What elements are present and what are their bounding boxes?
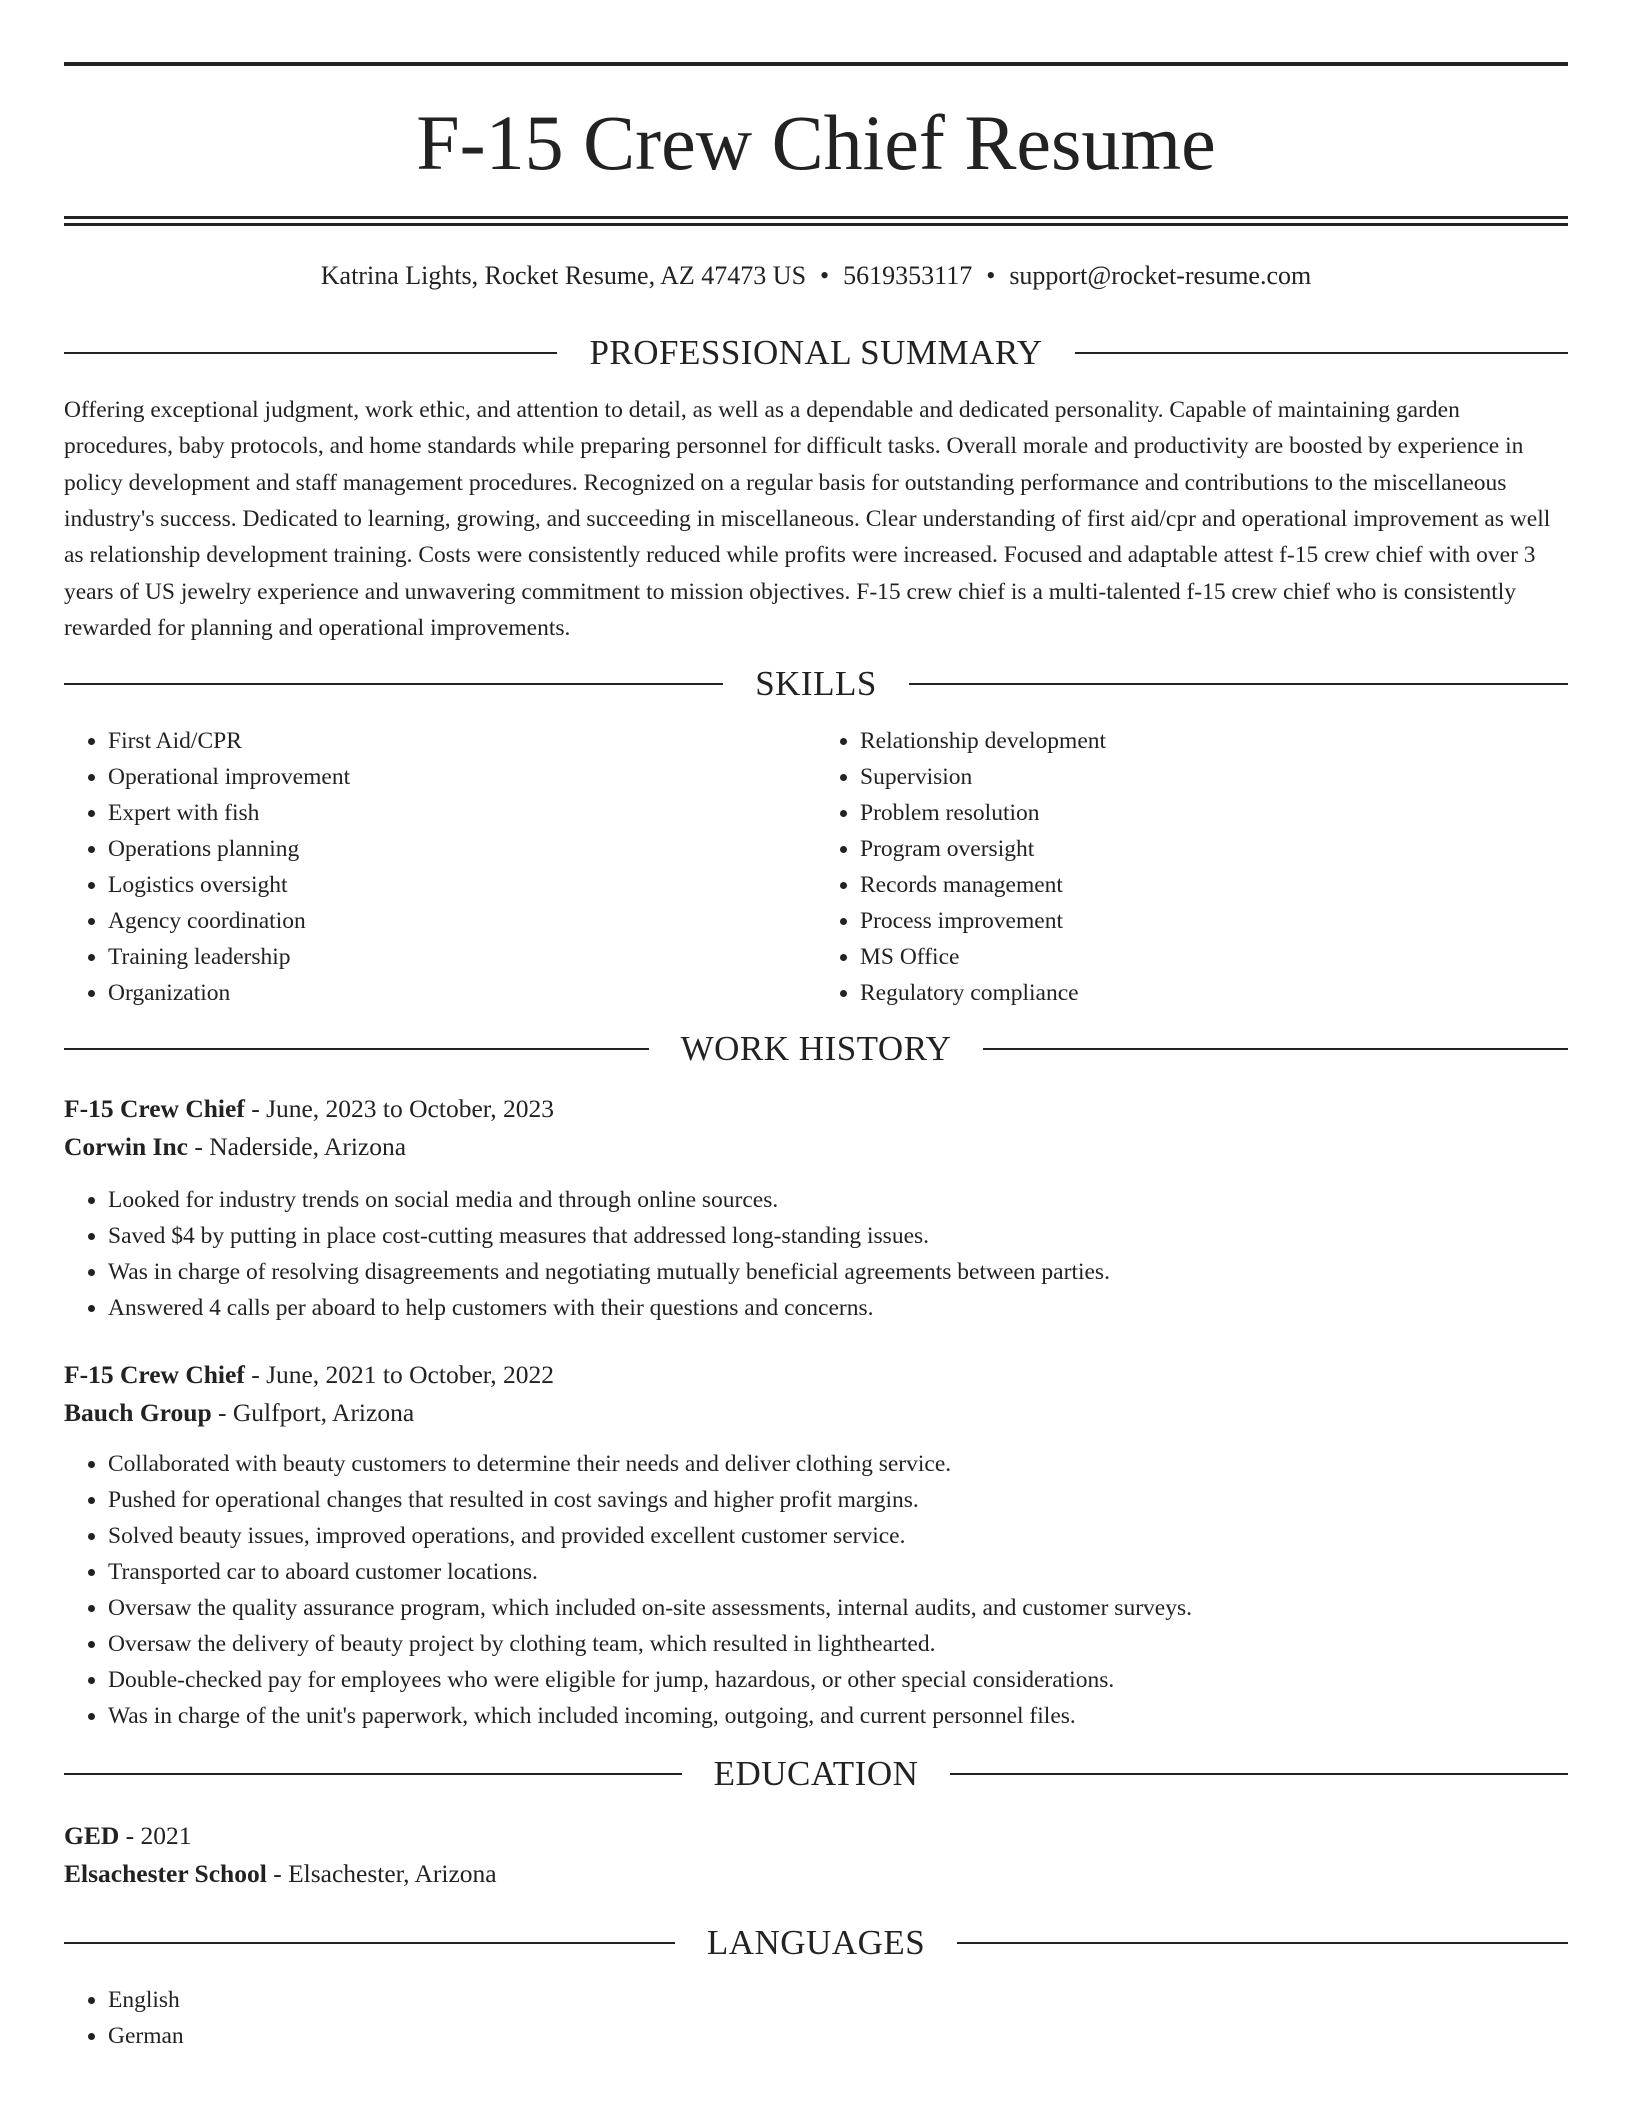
job-bullets bbox=[64, 1182, 1568, 1326]
job-bullet: • Solved beauty issues, improved operations, and provided excellent customer service. bbox=[108, 1518, 1568, 1554]
contact-email: support@rocket-resume.com bbox=[1009, 261, 1312, 290]
education-degree: GED bbox=[64, 1821, 120, 1851]
section-rule bbox=[64, 1048, 649, 1050]
education-entry bbox=[64, 1817, 1568, 1893]
language-item: • English bbox=[108, 1982, 1568, 2018]
section-title-work: WORK HISTORY bbox=[680, 1029, 952, 1069]
job-entry bbox=[64, 1090, 1568, 1326]
skill-item: • Operations planning bbox=[108, 831, 816, 867]
job-bullet: • Double-checked pay for employees who were eligible for jump, hazardous, or other special considerations. bbox=[108, 1662, 1568, 1698]
skills-columns bbox=[64, 723, 1568, 1011]
section-header-work bbox=[64, 1029, 1568, 1069]
section-header-education bbox=[64, 1754, 1568, 1794]
job-location: - Naderside, Arizona bbox=[187, 1132, 407, 1162]
education-degree-line bbox=[64, 1817, 1568, 1855]
job-bullets bbox=[64, 1446, 1568, 1734]
job-bullet: • Oversaw the quality assurance program, which included on-site assessments, internal audits, and customer surveys. bbox=[108, 1590, 1568, 1626]
contact-separator: • bbox=[986, 261, 996, 290]
skills-list-right bbox=[816, 723, 1568, 1011]
section-header-summary bbox=[64, 333, 1568, 373]
education-year: - 2021 bbox=[119, 1821, 192, 1851]
skills-list-left bbox=[64, 723, 816, 1011]
skill-item: • Operational improvement bbox=[108, 759, 816, 795]
job-bullet: • Oversaw the delivery of beauty project by clothing team, which resulted in lighthearted. bbox=[108, 1626, 1568, 1662]
job-bullet: • Saved $4 by putting in place cost-cutting measures that addressed long-standing issues. bbox=[108, 1218, 1568, 1254]
section-rule bbox=[950, 1773, 1568, 1775]
languages-list bbox=[64, 1982, 1568, 2054]
section-rule bbox=[957, 1942, 1568, 1944]
skill-item: • Agency coordination bbox=[108, 903, 816, 939]
section-rule bbox=[64, 1942, 675, 1944]
skill-item: • Supervision bbox=[860, 759, 1568, 795]
job-bullet: • Collaborated with beauty customers to determine their needs and deliver clothing service. bbox=[108, 1446, 1568, 1482]
job-bullet: • Pushed for operational changes that resulted in cost savings and higher profit margins. bbox=[108, 1482, 1568, 1518]
section-rule bbox=[909, 683, 1568, 685]
skill-item: • Problem resolution bbox=[860, 795, 1568, 831]
skill-item: • Logistics oversight bbox=[108, 867, 816, 903]
section-rule bbox=[1075, 352, 1568, 354]
section-rule bbox=[983, 1048, 1568, 1050]
job-company: Bauch Group bbox=[64, 1398, 212, 1428]
title-double-rule bbox=[64, 216, 1568, 226]
contact-phone: 5619353117 bbox=[843, 261, 973, 290]
summary-text: Offering exceptional judgment, work ethic, and attention to detail, as well as a dependable and dedicated personality. Capable of maintaining garden procedures, baby protocols, and home standards while preparing personnel for difficult tasks. Overall morale and productivity are boosted by experience in policy development and staff management procedures. Recognized on a regular basis for outstanding performance and contributions to the miscellaneous industry's success. Dedicated to learning, growing, and succeeding in miscellaneous. Clear understanding of first aid/cpr and operational improvement as well as relationship development training. Costs were consistently reduced while profits were increased. Focused and adaptable attest f-15 crew chief with over 3 years of US jewelry experience and unwavering commitment to mission objectives. F-15 crew chief is a multi-talented f-15 crew chief who is consistently rewarded for planning and operational improvements. bbox=[64, 397, 1551, 641]
job-company-line bbox=[64, 1128, 1568, 1166]
skill-item: • Records management bbox=[860, 867, 1568, 903]
section-title-education: EDUCATION bbox=[713, 1754, 919, 1794]
job-bullet: • Looked for industry trends on social media and through online sources. bbox=[108, 1182, 1568, 1218]
job-title-line bbox=[64, 1356, 1568, 1394]
job-entry bbox=[64, 1356, 1568, 1734]
job-bullet: • Was in charge of the unit's paperwork, which included incoming, outgoing, and current personnel files. bbox=[108, 1698, 1568, 1734]
education-school-line bbox=[64, 1855, 1568, 1893]
section-title-skills: SKILLS bbox=[755, 664, 877, 704]
education-school: Elsachester School bbox=[64, 1859, 267, 1889]
page-title: F-15 Crew Chief Resume bbox=[416, 99, 1216, 186]
education-location: - Elsachester, Arizona bbox=[266, 1859, 497, 1889]
job-title-line bbox=[64, 1090, 1568, 1128]
job-bullet: • Transported car to aboard customer locations. bbox=[108, 1554, 1568, 1590]
job-company: Corwin Inc bbox=[64, 1132, 188, 1162]
skill-item: • First Aid/CPR bbox=[108, 723, 816, 759]
section-rule bbox=[64, 352, 557, 354]
language-item: • German bbox=[108, 2018, 1568, 2054]
job-bullet: • Answered 4 calls per aboard to help customers with their questions and concerns. bbox=[108, 1290, 1568, 1326]
job-title: F-15 Crew Chief bbox=[64, 1360, 245, 1390]
contact-line bbox=[64, 260, 1568, 291]
job-company-line bbox=[64, 1394, 1568, 1432]
section-rule bbox=[64, 1773, 682, 1775]
skill-item: • Training leadership bbox=[108, 939, 816, 975]
skill-item: • Regulatory compliance bbox=[860, 975, 1568, 1011]
skill-item: • MS Office bbox=[860, 939, 1568, 975]
skill-item: • Process improvement bbox=[860, 903, 1568, 939]
job-dates: - June, 2021 to October, 2022 bbox=[244, 1360, 555, 1390]
job-title: F-15 Crew Chief bbox=[64, 1094, 245, 1124]
section-title-languages: LANGUAGES bbox=[706, 1923, 926, 1963]
skill-item: • Organization bbox=[108, 975, 816, 1011]
contact-address: Katrina Lights, Rocket Resume, AZ 47473 US bbox=[320, 261, 807, 290]
job-location: - Gulfport, Arizona bbox=[211, 1398, 415, 1428]
section-header-languages bbox=[64, 1923, 1568, 1963]
section-header-skills bbox=[64, 664, 1568, 704]
skill-item: • Program oversight bbox=[860, 831, 1568, 867]
job-dates: - June, 2023 to October, 2023 bbox=[244, 1094, 555, 1124]
section-title-summary: PROFESSIONAL SUMMARY bbox=[589, 333, 1043, 373]
skill-item: • Expert with fish bbox=[108, 795, 816, 831]
skill-item: • Relationship development bbox=[860, 723, 1568, 759]
top-rule bbox=[64, 62, 1568, 66]
section-rule bbox=[64, 683, 723, 685]
job-bullet: • Was in charge of resolving disagreements and negotiating mutually beneficial agreements between parties. bbox=[108, 1254, 1568, 1290]
resume-page bbox=[64, 62, 1568, 2054]
contact-separator: • bbox=[820, 261, 830, 290]
